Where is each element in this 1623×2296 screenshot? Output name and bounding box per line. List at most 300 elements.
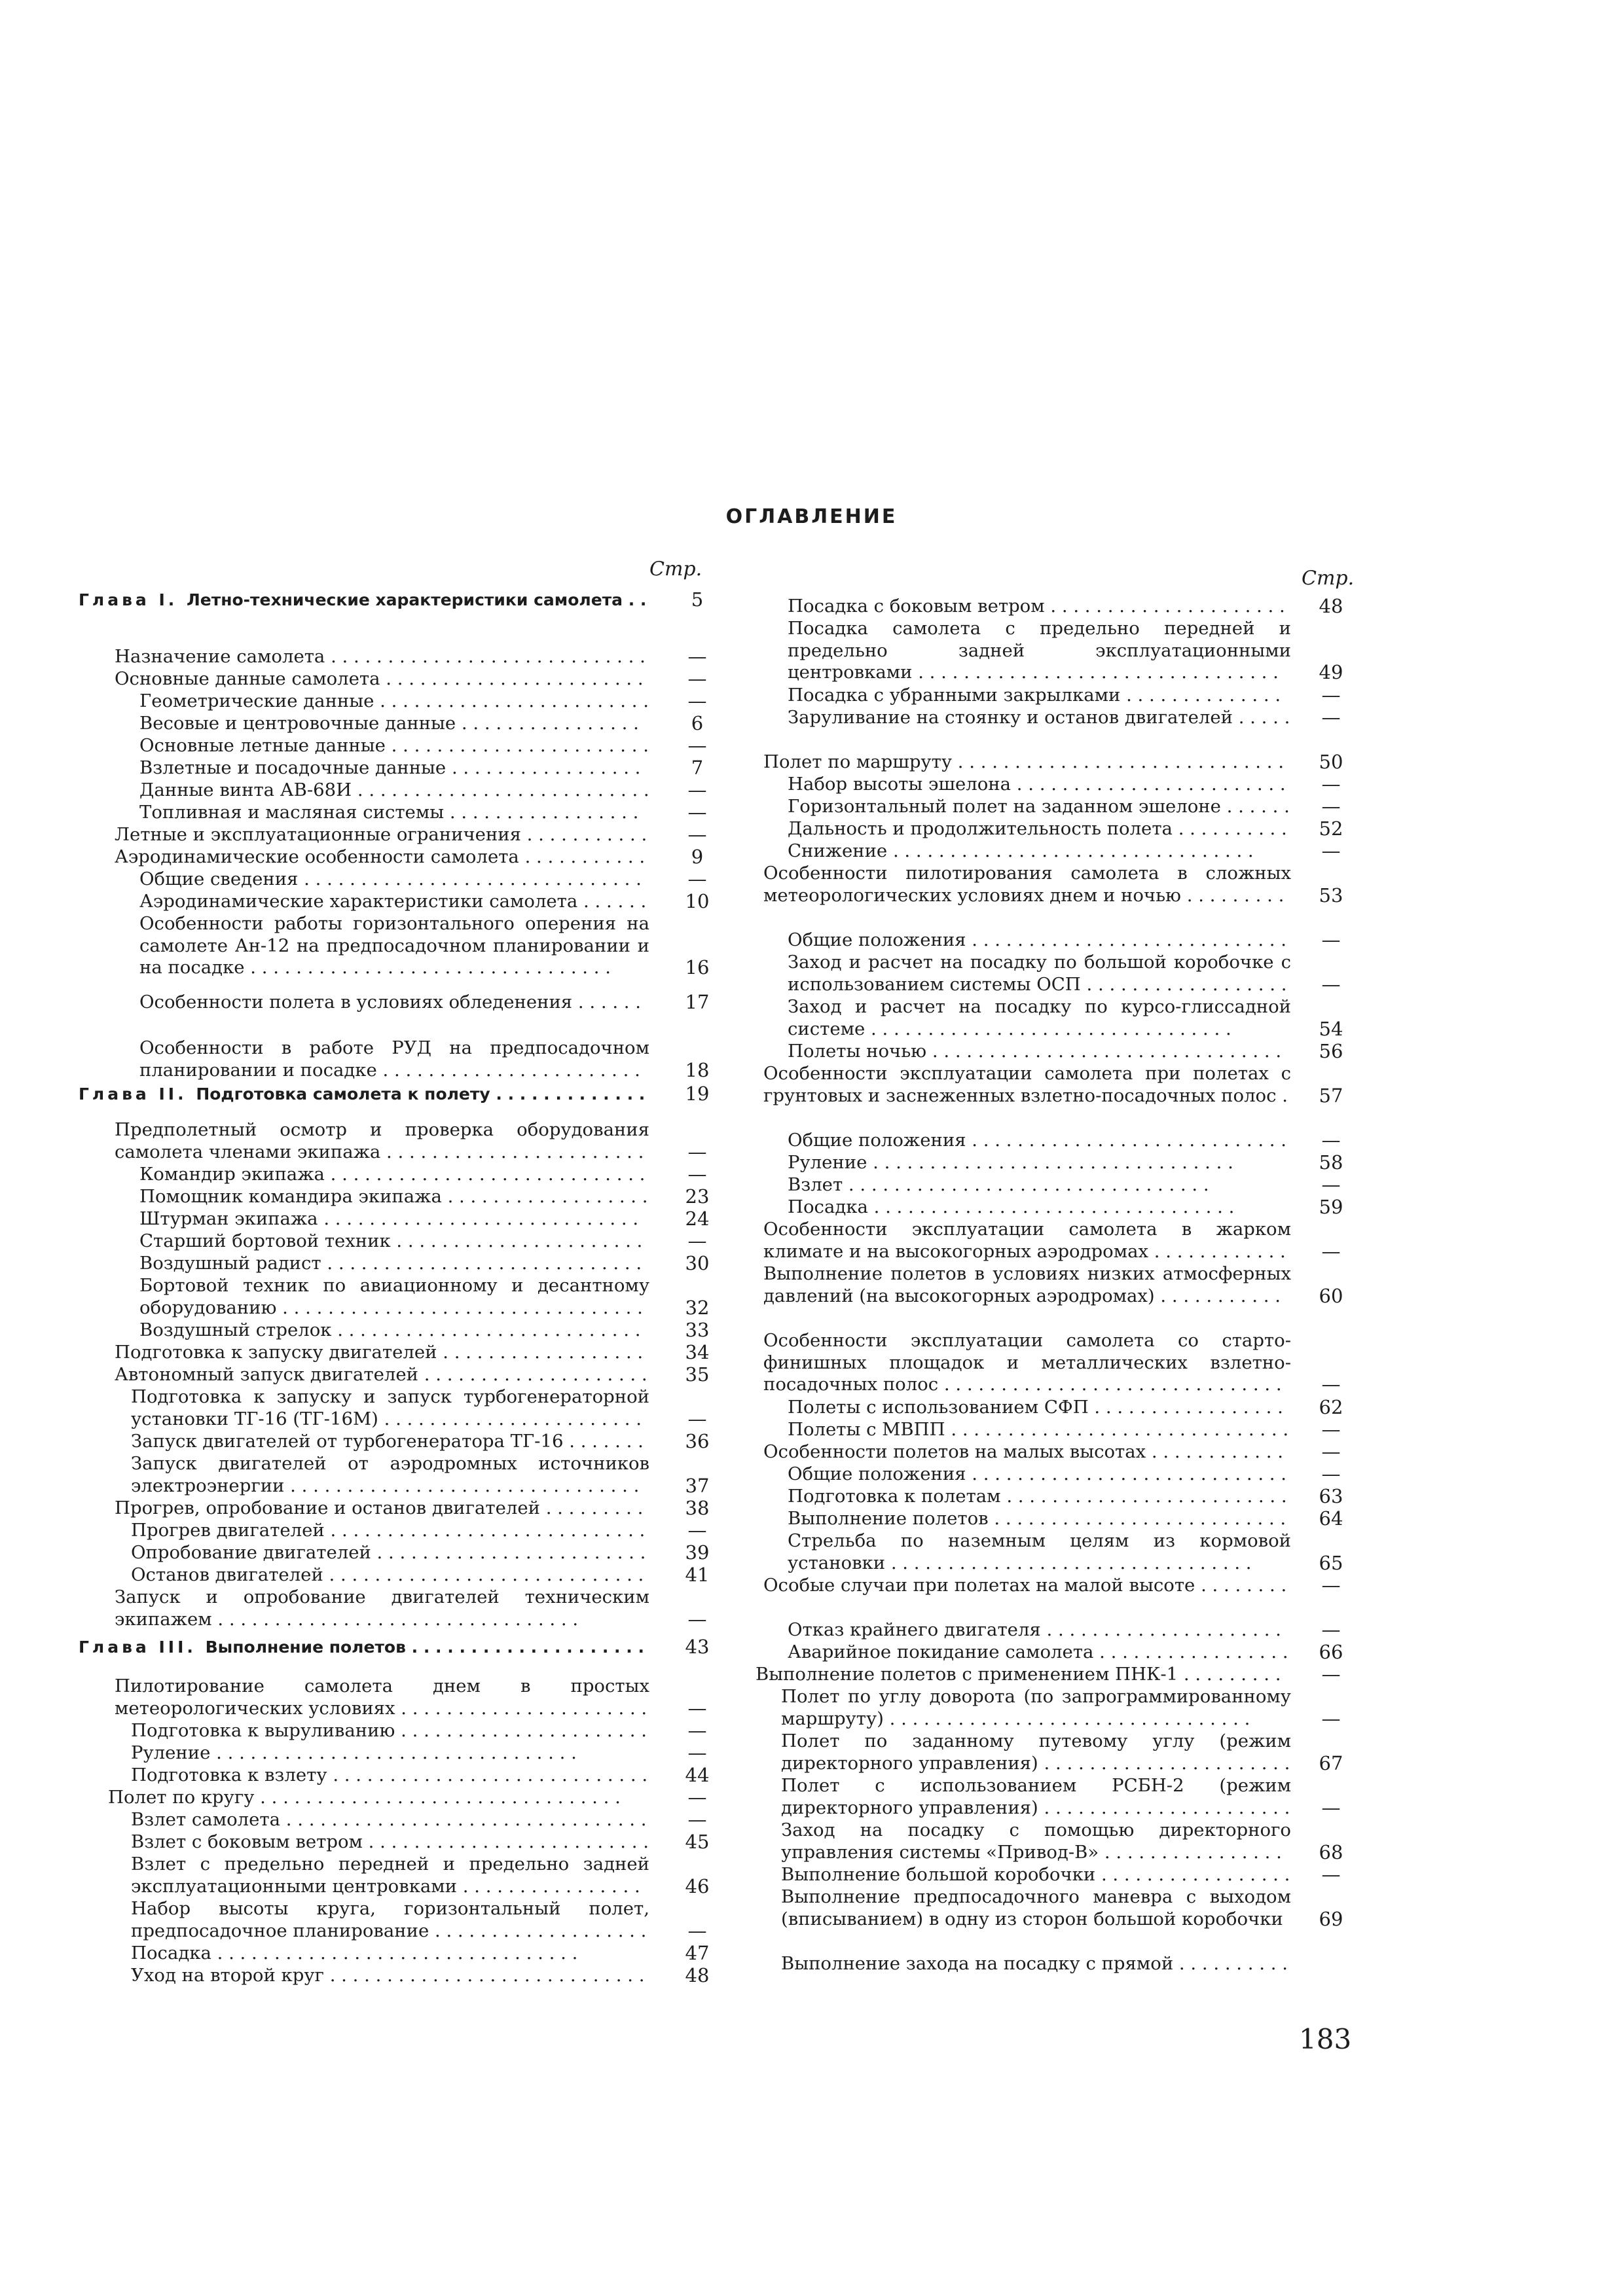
toc-page-number: — [687, 645, 707, 668]
toc-entry [752, 863, 1354, 906]
toc-entry-title: Основные данные самолета . . . . . . . . . . . . . . . . . . . . . . . [115, 668, 644, 689]
toc-page-number: — [1321, 929, 1341, 951]
toc-entry-title: Воздушный радист . . . . . . . . . . . . . . . . . . . . . . . . . . . . [139, 1253, 642, 1274]
toc-entry [752, 1864, 1354, 1886]
leader-dots: . . . . . . . . . . . . . . . . . . . . . . . . . . . . . . . . [250, 957, 611, 978]
toc-entry-title: Весовые и центровочные данные . . . . . . . . . . . . . . . . [139, 713, 639, 734]
toc-entry-title: Данные винта АВ-68И . . . . . . . . . . . . . . . . . . . . . . . . . . [139, 780, 649, 800]
toc-page-number: 41 [685, 1564, 710, 1586]
toc-right-column [752, 0, 1354, 2296]
toc-page-number: 49 [1319, 661, 1343, 683]
toc-entry [79, 802, 720, 824]
toc-entry [79, 1431, 720, 1453]
toc-entry [79, 757, 720, 780]
leader-dots: . . . . . . . . . . [1178, 1953, 1288, 1974]
leader-dots: . . . . . . . . . . . . . . . . . . . . . [1046, 1619, 1281, 1640]
toc-entry [752, 1886, 1354, 1930]
toc-page-number: — [1321, 1463, 1341, 1485]
leader-dots: . . . . . . . . . . . . . . . . . . . . . . . . . . . . . . [943, 1374, 1282, 1395]
toc-entry [79, 1542, 720, 1564]
toc-entry [752, 840, 1354, 863]
toc-entry-title: Набор высоты круга, горизонтальный полет, предпосадочное планирование . . . . . . . . . . . . . . . . . . . [131, 1898, 649, 1941]
leader-dots: . . . . . . . [569, 1431, 644, 1452]
leader-dots: . . . . . . . . . . . [526, 824, 647, 845]
toc-chapter [79, 589, 720, 611]
leader-dots: . . . . . . . . . . . . . . . . . . [443, 1342, 644, 1363]
toc-entry-title: Выполнение большой коробочки . . . . . . . . . . . . . . . . . [781, 1864, 1290, 1885]
leader-dots: . . . . . . . . . . . . . . . . . . . . . . . . . . . . . . . . [892, 840, 1254, 861]
toc-entry-title: Геометрические данные . . . . . . . . . . . . . . . . . . . . . . . . [139, 691, 649, 711]
toc-entry-title: Взлет . . . . . . . . . . . . . . . . . . . . . . . . . . . . . . . . [788, 1174, 1209, 1195]
toc-page-number: — [1321, 706, 1341, 728]
toc-page-number: 67 [1319, 1751, 1343, 1774]
toc-entry-title: Взлетные и посадочные данные . . . . . . . . . . . . . . . . . [139, 757, 641, 778]
toc-entry [752, 1263, 1354, 1307]
leader-dots: . . . . . . . . . . . . . . . . . . . . . . . . . . . . . . . . [285, 1809, 647, 1830]
toc-page-number: 35 [685, 1363, 710, 1386]
leader-dots: . . . . . . . . . . [1178, 818, 1287, 839]
toc-entry-title: Особенности эксплуатации самолета в жарком климате и на высокогорных аэродромах . . . . . . . . . . . . [763, 1219, 1291, 1262]
toc-entry-title: Руление . . . . . . . . . . . . . . . . . . . . . . . . . . . . . . . . [788, 1152, 1233, 1173]
toc-entry-title: Общие сведения . . . . . . . . . . . . . . . . . . . . . . . . . . . . . . [139, 869, 642, 889]
toc-page-number: — [1321, 1418, 1341, 1441]
toc-entry [752, 1664, 1354, 1686]
toc-page-number: 69 [1319, 1907, 1343, 1930]
toc-entry [752, 596, 1354, 618]
toc-page-number: — [1321, 684, 1341, 706]
toc-entry [752, 1152, 1354, 1174]
leader-dots: . . . . . . . . . . . . . . . . . . . . . . . . . . . . [972, 1463, 1287, 1484]
toc-page-number: 47 [685, 1942, 710, 1964]
leader-dots: . . . . . . . . . . . . . . . . . . . . [424, 1364, 647, 1385]
toc-entry [752, 1619, 1354, 1641]
toc-entry [752, 818, 1354, 840]
leader-dots: . . . . . . . . . . . . . . . . . . . [434, 1920, 647, 1941]
toc-page-number: 17 [685, 991, 710, 1013]
page-number: 183 [1299, 2023, 1352, 2055]
toc-entry [79, 1164, 720, 1186]
toc-entry-title: Автономный запуск двигателей . . . . . . . . . . . . . . . . . . . . [115, 1364, 647, 1385]
toc-entry-title: Уход на второй круг . . . . . . . . . . . . . . . . . . . . . . . . . . . . [131, 1965, 645, 1986]
toc-page-number: — [1321, 1441, 1341, 1463]
toc-entry-title: Подготовка к выруливанию . . . . . . . . . . . . . . . . . . . . . . [131, 1720, 647, 1741]
toc-entry-title: Дальность и продолжительность полета . . . . . . . . . . [788, 818, 1287, 839]
toc-entry-title: Взлет с предельно передней и предельно задней эксплуатационными центровками . . . . . . . . . . . . . . . . [131, 1854, 649, 1897]
toc-entry-title: Особые случаи при полетах на малой высоте . . . . . . . . [763, 1575, 1287, 1596]
leader-dots: . . . . . . . . . . . [524, 846, 646, 867]
toc-page-number: 39 [685, 1541, 710, 1564]
toc-page-number: 63 [1319, 1485, 1343, 1507]
toc-page-number: 30 [685, 1252, 710, 1274]
toc-entry-title: Старший бортовой техник . . . . . . . . . . . . . . . . . . . . . . [139, 1230, 643, 1251]
leader-dots: . . . . . . . . . . . . . . . . . . . . . . . . [1016, 774, 1286, 795]
toc-page-number: — [687, 779, 707, 801]
toc-page-number: 32 [685, 1296, 710, 1319]
toc-entry [79, 1809, 720, 1831]
toc-page-number: 62 [1319, 1396, 1343, 1418]
toc-page-number: 36 [685, 1430, 710, 1452]
toc-page-number: 68 [1319, 1840, 1343, 1863]
toc-chapter [79, 1636, 720, 1659]
toc-entry [79, 913, 720, 979]
toc-entry-title: Помощник командира экипажа . . . . . . . . . . . . . . . . . . [139, 1186, 648, 1207]
toc-entry [752, 1041, 1354, 1063]
toc-page-number: 58 [1319, 1151, 1343, 1174]
toc-entry [79, 1854, 720, 1897]
toc-page-number: — [1321, 1619, 1341, 1641]
leader-dots: . [1282, 1085, 1288, 1106]
leader-dots: . . . . . . . . . . . . . . . . . [1094, 1397, 1283, 1418]
leader-dots: . . . . . . . . . . . . . . . . . . . . . . . . . . . . . . . . [260, 1787, 621, 1808]
toc-page-number: 16 [685, 956, 710, 978]
toc-entry-title: Бортовой техник по авиационному и десантному оборудованию . . . . . . . . . . . . . . . . . . . . . . . . . . . . . . . . [139, 1275, 649, 1318]
toc-page-number: — [687, 1407, 707, 1430]
toc-page-number: 66 [1319, 1641, 1343, 1663]
toc-entry-title: Назначение самолета . . . . . . . . . . . . . . . . . . . . . . . . . . . . [115, 646, 646, 667]
toc-entry [752, 952, 1354, 996]
chapter-number: Глава II. [79, 1085, 196, 1103]
toc-entry [752, 774, 1354, 796]
toc-page-number: 37 [685, 1474, 710, 1497]
toc-page-number: — [687, 1519, 707, 1541]
chapter-title: Летно-технические характеристики самолета [187, 590, 629, 609]
toc-page-number: — [687, 1808, 707, 1831]
toc-entry-title: Останов двигателей . . . . . . . . . . . . . . . . . . . . . . . . . . . . [131, 1564, 644, 1585]
toc-page-number: 56 [1319, 1040, 1343, 1062]
toc-entry [79, 1742, 720, 1765]
leader-dots: . . . . . . . . . . . . . . . . [462, 1875, 640, 1897]
leader-dots: . . . . . . . . . . . . . . . . [461, 713, 639, 734]
leader-dots: . . . . . . . . . . . . . . . . . . . . . . . . . . . . [330, 1520, 646, 1541]
leader-dots: . . . . . . . . . . . . . . . . . . . . . . . . . . . . . . . . [889, 1708, 1250, 1729]
toc-entry-title: Полет по маршруту . . . . . . . . . . . . . . . . . . . . . . . . . . . . . [763, 751, 1285, 772]
leader-dots: . . . . . . . . . . . . . . . . . . . . . . . . . . [994, 1508, 1286, 1529]
leader-dots: . . . . . . . . . . . . . . . . . . . . . . . . . [368, 1831, 649, 1852]
toc-entry-title: Особенности в работе РУД на предпосадочном планировании и посадке . . . . . . . . . . . . . . . . . . . . . . . [139, 1037, 649, 1081]
toc-entry-title: Общие положения . . . . . . . . . . . . . . . . . . . . . . . . . . . . [788, 1463, 1287, 1484]
leader-dots: . . . . . . . . . . . . . . . . . . . . . . . . . . . . [323, 1208, 639, 1229]
toc-entry [79, 1676, 720, 1719]
toc-entry [752, 1641, 1354, 1664]
toc-entry [752, 1419, 1354, 1441]
toc-page-number: 48 [685, 1964, 710, 1986]
toc-entry [79, 846, 720, 869]
leader-dots: . . . . . . . . . . . . . . . . . . . . . . . . . . . . . . [304, 869, 642, 889]
leader-dots: . . . . . . . . . . . . . . . . . [451, 757, 641, 778]
toc-page-number: — [1321, 1240, 1341, 1263]
toc-entry-title: Командир экипажа . . . . . . . . . . . . . . . . . . . . . . . . . . . . [139, 1164, 646, 1185]
leader-dots: . . . . . . . . . . . . . . . . . . . . . . . . . . . . [333, 1765, 648, 1785]
leader-dots: . . . . . . . . . . . . . . [1126, 685, 1281, 706]
toc-entry [752, 685, 1354, 707]
leader-dots: . . . . . . . . . . . . [1154, 1240, 1286, 1262]
leader-dots: . . . . . . . . . . . . [1151, 1441, 1283, 1462]
leader-dots: . . . . . . . . . . . . . . . . . . . . . . . . . . . [337, 1319, 641, 1340]
leader-dots: . . . . . . . . . [1186, 884, 1285, 906]
leader-dots: . . . . . . . . . . . . . . . . . . . . . . . . . . . . . . . . [217, 1608, 579, 1630]
leader-dots: . . . . . . . . . . . . . . . . . [1099, 1641, 1288, 1662]
toc-entry [79, 691, 720, 713]
toc-page-number: — [1321, 1796, 1341, 1819]
toc-page-number: — [687, 690, 707, 712]
toc-entry-title: Взлет с боковым ветром . . . . . . . . . . . . . . . . . . . . . . . . . [131, 1831, 649, 1852]
toc-page-number: 33 [685, 1319, 710, 1341]
toc-page-number: — [1321, 973, 1341, 996]
toc-page-number: 48 [1319, 595, 1343, 617]
leader-dots: . . . . . . . . . . . . . . . . . . . . . . . . . . . . . . . [932, 1041, 1282, 1062]
toc-page-number: — [687, 1607, 707, 1630]
toc-page-number: — [687, 1230, 707, 1252]
toc-page-number: — [687, 1742, 707, 1764]
leader-dots: . . . . . . . . . . . . . . . . . . . . . . . . . . . . . . . . [217, 1943, 578, 1964]
toc-page-number: 43 [685, 1636, 710, 1658]
leader-dots: . . . . . . . . . [1183, 1664, 1281, 1685]
toc-entry-title: Особенности пилотирования самолета в сложных метеорологических условиях днем и ночью . . . . . . . . . [763, 863, 1291, 906]
toc-entry [79, 992, 720, 1014]
toc-entry [79, 1208, 720, 1230]
leader-dots: . . . . . . . . . . . . . . . . . . . . . . . [386, 1141, 644, 1162]
toc-entry-title: Стрельба по наземным целям из кормовой установки . . . . . . . . . . . . . . . . . . . . . . . . . . . . . . . . [788, 1530, 1291, 1573]
toc-page-number: — [1321, 1663, 1341, 1685]
toc-entry [79, 1898, 720, 1942]
leader-dots: . . . . . . . . . . . . . . . . . [449, 802, 639, 823]
toc-page-number: — [687, 868, 707, 890]
leader-dots: . . . . . . . . . . . . . . . . . . . . . . . . . . . . [327, 1253, 642, 1274]
toc-entry [752, 751, 1354, 774]
toc-entry [752, 1486, 1354, 1508]
toc-entry-title: Подготовка к запуску двигателей . . . . . . . . . . . . . . . . . . [115, 1342, 644, 1363]
leader-dots: . . . . . . . . . . . . . . . . . . . . . . . . [376, 1542, 646, 1563]
toc-entry [79, 1520, 720, 1542]
toc-entry [79, 869, 720, 891]
toc-entry-title: Предполетный осмотр и проверка оборудования самолета членами экипажа . . . . . . . . . . . . . . . . . . . . . . . [115, 1119, 649, 1162]
leader-dots: . . . . . . [577, 992, 642, 1013]
page-column-header: Стр. [649, 558, 702, 581]
leader-dots: . . . . . . . . . . . . . . . . . . . . . [1050, 596, 1285, 617]
toc-page-number: — [687, 1140, 707, 1163]
toc-entry-title: Выполнение предпосадочного маневра с выходом (вписыванием) в одну из сторон большой коробочки [781, 1886, 1291, 1929]
leader-dots: . . . . . . . . . . . . . . . . . . . . . . . . . . . . . . [951, 1419, 1289, 1440]
toc-entry-title: Подготовка к полетам . . . . . . . . . . . . . . . . . . . . . . . . . [788, 1486, 1287, 1507]
toc-page-number: 46 [685, 1874, 710, 1897]
toc-entry-title: Взлет самолета . . . . . . . . . . . . . . . . . . . . . . . . . . . . . . . . [131, 1809, 647, 1830]
toc-entry-title: Подготовка к взлету . . . . . . . . . . . . . . . . . . . . . . . . . . . . [131, 1765, 648, 1785]
toc-entry-title: Выполнение полетов с применением ПНК-1 . . . . . . . . . [756, 1664, 1281, 1685]
leader-dots: . . . . . . . . [1201, 1575, 1287, 1596]
leader-dots: . . . . . . . . . . . . . . . . . . . . [411, 1638, 644, 1657]
toc-entry-title: Основные летные данные . . . . . . . . . . . . . . . . . . . . . . . [139, 735, 649, 756]
toc-entry-title: Прогрев двигателей . . . . . . . . . . . . . . . . . . . . . . . . . . . . [131, 1520, 646, 1541]
toc-entry-title: Подготовка к запуску и запуск турбогенераторной установки ТГ-16 (ТГ-16М) . . . . . . . . . . . . . . . . . . . . . . . [131, 1386, 649, 1429]
toc-entry-title: Особенности эксплуатации самолета при полетах с грунтовых и заснеженных взлетно-посадочных полос . [763, 1063, 1291, 1106]
leader-dots: . . . . . . . . . . . . . . . . . . . . . . . . . . . . [329, 1965, 645, 1986]
toc-entry [79, 824, 720, 846]
toc-page-number: 18 [685, 1058, 710, 1081]
toc-entry-title: Руление . . . . . . . . . . . . . . . . . . . . . . . . . . . . . . . . [131, 1742, 577, 1763]
toc-entry-title: Опробование двигателей . . . . . . . . . . . . . . . . . . . . . . . . [131, 1542, 646, 1563]
toc-page-number: 38 [685, 1497, 710, 1519]
leader-dots: . . . . . . . . . . . . . . . . . . . . . . . . . . . . . . . . [918, 662, 1279, 683]
toc-entry-title: Запуск двигателей от аэродромных источников электроэнергии . . . . . . . . . . . . . . . . . . . . . . . . . . . . . . . [131, 1453, 649, 1496]
leader-dots: . . . . . . . . . . . . . . . . . . . . . . [401, 1697, 647, 1719]
toc-page-number: — [687, 1163, 707, 1185]
toc-entry [79, 1831, 720, 1854]
leader-dots: . . . . . . . . . . . . . . . . . . . . . . . . . . . . [329, 1564, 644, 1585]
toc-entry [752, 1731, 1354, 1774]
toc-entry [752, 707, 1354, 729]
leader-dots: . . . . . . [583, 891, 647, 912]
toc-page-number: 65 [1319, 1551, 1343, 1574]
toc-page-number: — [687, 801, 707, 823]
toc-page-number: 52 [1319, 817, 1343, 840]
toc-entry-title: Снижение . . . . . . . . . . . . . . . . . . . . . . . . . . . . . . . . [788, 840, 1254, 861]
toc-entry-title: Топливная и масляная системы . . . . . . . . . . . . . . . . . [139, 802, 639, 823]
toc-entry [79, 1230, 720, 1253]
toc-entry [79, 1186, 720, 1208]
toc-page-number: — [1321, 1574, 1341, 1596]
toc-entry-title: Штурман экипажа . . . . . . . . . . . . . . . . . . . . . . . . . . . . [139, 1208, 639, 1229]
toc-page-number: 9 [691, 846, 704, 868]
toc-entry-title: Заход и расчет на посадку по курсо-глиссадной системе . . . . . . . . . . . . . . . . . . . . . . . . . . . . . . . . [788, 996, 1291, 1039]
toc-page-number: — [687, 1719, 707, 1742]
toc-page-number: 24 [685, 1208, 710, 1230]
toc-entry-title: Общие положения . . . . . . . . . . . . . . . . . . . . . . . . . . . . [788, 929, 1287, 950]
leader-dots: . . . . . . . . . . . . . . . . . [1101, 1864, 1290, 1885]
toc-entry-title: Посадка самолета с предельно передней и предельно задней эксплуатационными центровками . . . . . . . . . . . . . . . . . . . . . . . . . . . . . . . . [788, 618, 1291, 683]
toc-page-number: 59 [1319, 1196, 1343, 1218]
toc-page-number: 5 [691, 588, 704, 611]
toc-entry [752, 1063, 1354, 1107]
toc-entry [752, 1775, 1354, 1819]
toc-left-column [79, 0, 720, 2296]
toc-entry [79, 1119, 720, 1163]
toc-page-number: — [1321, 1863, 1341, 1886]
toc-entry [752, 1219, 1354, 1263]
toc-entry-title: Выполнение полетов в условиях низких атмосферных давлений (на высокогорных аэродромах) . . . . . . . . . . . [763, 1263, 1291, 1306]
toc-page-number: 57 [1319, 1084, 1343, 1107]
toc-entry [752, 996, 1354, 1040]
leader-dots: . . . . . . . . . . . . . . . . . . . . . . . . . . [357, 780, 649, 800]
toc-entry-title: Особенности полетов на малых высотах . . . . . . . . . . . . [763, 1441, 1283, 1462]
leader-dots: . . . . . . . . . . . . . . . . . . . . . . [1044, 1752, 1290, 1774]
leader-dots: . . . . . [1238, 707, 1290, 728]
toc-page-number: — [687, 1786, 707, 1808]
toc-page-number: — [687, 734, 707, 757]
toc-entry-title: Полет по кругу . . . . . . . . . . . . . . . . . . . . . . . . . . . . . . . . [108, 1787, 621, 1808]
leader-dots: . . . . . . . . . . . . . . . . . . . . . . . . . . . . . [957, 751, 1285, 772]
toc-page-number: — [1321, 1174, 1341, 1196]
toc-page-number: 50 [1319, 751, 1343, 773]
toc-entry [79, 1275, 720, 1319]
toc-entry-title: Полет с использованием РСБН-2 (режим директорного управления) . . . . . . . . . . . . . . . . . . . . . . [781, 1775, 1291, 1818]
toc-entry-title: Заход на посадку с помощью директорного управления системы «Привод-В» . . . . . . . . . . . . . . . . [781, 1820, 1291, 1863]
chapter-number: Глава III. [79, 1638, 206, 1657]
toc-entry-title: Выполнение захода на посадку с прямой . . . . . . . . . . [781, 1953, 1288, 1974]
toc-page-number: — [687, 1919, 707, 1942]
toc-entry-title: Полеты ночью . . . . . . . . . . . . . . . . . . . . . . . . . . . . . . . [788, 1041, 1282, 1062]
leader-dots: . . . . . . . . . . . . . [496, 1085, 646, 1103]
toc-entry-title [79, 1083, 649, 1105]
leader-dots: . . . . . . . . . . . [1160, 1285, 1281, 1306]
toc-page-number: — [687, 668, 707, 690]
toc-entry [79, 1965, 720, 1987]
toc-entry-title: Прогрев, опробование и останов двигателей . . . . . . . . . [115, 1498, 644, 1518]
toc-entry [79, 1386, 720, 1430]
toc-entry-title: Посадка с боковым ветром . . . . . . . . . . . . . . . . . . . . . [788, 596, 1285, 617]
toc-page-number: — [1321, 1373, 1341, 1395]
toc-entry [752, 1508, 1354, 1530]
toc-entry [79, 891, 720, 913]
leader-dots: . . . . . . . . . . . . . . . . . . . . . . . . [380, 691, 649, 711]
leader-dots: . . . . . . . . . . . . . . . . . . . . . . . . . . . . [330, 1164, 646, 1185]
toc-entry [752, 1530, 1354, 1574]
toc-entry-title: Общие положения . . . . . . . . . . . . . . . . . . . . . . . . . . . . [788, 1130, 1287, 1151]
toc-entry [752, 1130, 1354, 1152]
toc-entry [752, 1397, 1354, 1419]
toc-entry [79, 1253, 720, 1275]
leader-dots: . . . . . . . . . . . . . . . . . . [447, 1186, 648, 1207]
toc-entry [752, 1196, 1354, 1219]
toc-entry [752, 1953, 1354, 1975]
toc-entry [79, 646, 720, 668]
toc-page-number: 60 [1319, 1284, 1343, 1307]
leader-dots: . . . . . . . . . . . . . . . . . . . . . . . . . . . . . . . . [873, 1152, 1233, 1173]
toc-page-number: — [1321, 1129, 1341, 1151]
leader-dots: . . . . . . . . . . . . . . . . . . [1086, 973, 1287, 995]
toc-entry-title: Особенности работы горизонтального оперения на самолете Ан-12 на предпосадочном планировании и на посадке . . . . . . . . . . . . . . . . . . . . . . . . . . . . . . . . [139, 913, 649, 978]
leader-dots: . . . . . . . . . . . . . . . . . . . . . . . . . . . . . . . . [871, 1018, 1231, 1039]
toc-entry [752, 1463, 1354, 1486]
toc-entry-title: Полет по углу доворота (по запрограммированному маршруту) . . . . . . . . . . . . . . . . . . . . . . . . . . . . . . . . [781, 1686, 1291, 1729]
toc-entry-title: Воздушный стрелок . . . . . . . . . . . . . . . . . . . . . . . . . . . [139, 1319, 641, 1340]
toc-entry [79, 1364, 720, 1386]
toc-entry-title: Летные и эксплуатационные ограничения . . . . . . . . . . . [115, 824, 647, 845]
toc-page-number: 54 [1319, 1017, 1343, 1040]
toc-entry-title: Выполнение полетов . . . . . . . . . . . . . . . . . . . . . . . . . . [788, 1508, 1286, 1529]
leader-dots: . . . . . . . . . . . . . . . . . . . . . . . . . [1006, 1486, 1287, 1507]
toc-entry [752, 1174, 1354, 1196]
toc-entry-title: Полеты с использованием СФП . . . . . . . . . . . . . . . . . [788, 1397, 1283, 1418]
toc-page-number: 7 [691, 757, 704, 779]
toc-entry-title [79, 589, 649, 611]
toc-entry-title: Запуск двигателей от турбогенератора ТГ-16 . . . . . . . [131, 1431, 644, 1452]
toc-page-number: — [687, 823, 707, 846]
toc-entry [752, 1575, 1354, 1597]
toc-entry-title: Отказ крайнего двигателя . . . . . . . . . . . . . . . . . . . . . [788, 1619, 1281, 1640]
toc-entry-title: Полеты с МВПП . . . . . . . . . . . . . . . . . . . . . . . . . . . . . . [788, 1419, 1289, 1440]
leader-dots: . . . . . . . . . . . . . . . . . . . . . . [401, 1720, 647, 1741]
toc-entry-title: Особенности полета в условиях обледенения . . . . . . [139, 992, 642, 1013]
leader-dots: . . . . . . . . . . . . . . . . . . . . . . . . . . . . [331, 646, 646, 667]
toc-entry [752, 929, 1354, 952]
toc-entry-title: Набор высоты эшелона . . . . . . . . . . . . . . . . . . . . . . . . [788, 774, 1286, 795]
toc-page-number: 53 [1319, 884, 1343, 906]
toc-page-number: 10 [685, 890, 710, 912]
toc-entry [79, 1720, 720, 1742]
toc-entry [752, 1686, 1354, 1730]
toc-entry [752, 618, 1354, 684]
toc-entry-title: Аэродинамические особенности самолета . . . . . . . . . . . [115, 846, 646, 867]
leader-dots: . . . . . . . . . . . . . . . . . . . . . . . . . . . . . . . . [890, 1552, 1252, 1573]
leader-dots: . . . . . . . . . [545, 1498, 644, 1518]
toc-page-number: 64 [1319, 1507, 1343, 1530]
toc-entry-title: Запуск и опробование двигателей техническим экипажем . . . . . . . . . . . . . . . . . . . . . . . . . . . . . . . . [115, 1587, 649, 1630]
toc-entry [79, 1498, 720, 1520]
toc-entry-title: Особенности эксплуатации самолета со старто-финишных площадок и металлических взлетно-посадочных полос . . . . . . . . . . . . . . . . . . . . . . . . . . . . . . [763, 1330, 1291, 1395]
leader-dots: . . . . . . . . . . . . . . . . . . . . . . . . . . . . . . . . [848, 1174, 1209, 1195]
toc-entry [79, 1787, 720, 1809]
chapter-title: Подготовка самолета к полету [196, 1085, 496, 1103]
